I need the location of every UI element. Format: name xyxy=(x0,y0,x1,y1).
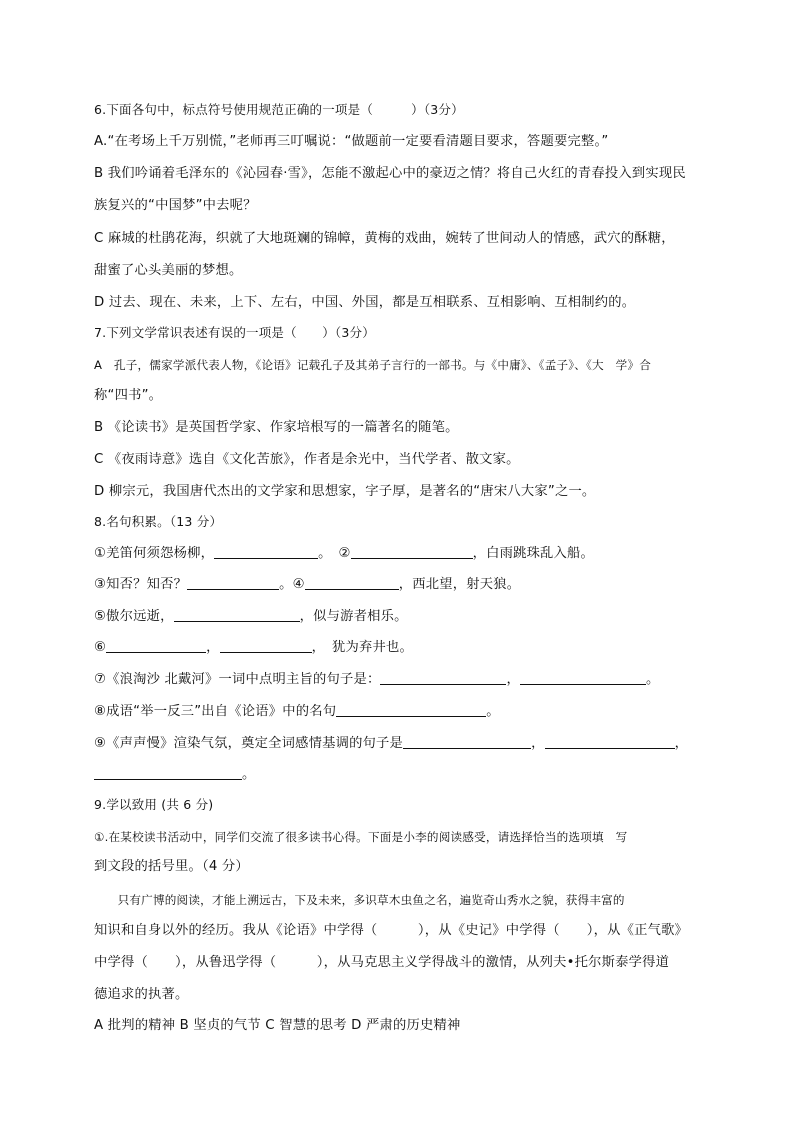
q8-stem: 8.名句积累。（13 分） xyxy=(94,514,223,529)
answer-blank[interactable] xyxy=(520,670,646,685)
answer-blank[interactable] xyxy=(94,765,242,780)
q8-line-1 xyxy=(94,544,594,564)
q6-option-c-line2: 甜蜜了心头美丽的梦想。 xyxy=(94,263,243,278)
q8-line-6-text-a: ⑧成语“举一反三”出自《论语》中的名句 xyxy=(94,704,337,719)
q8-line-7-text-b: ， xyxy=(531,736,545,751)
answer-blank[interactable] xyxy=(403,734,531,749)
q8-line-2 xyxy=(94,575,520,595)
q8-line-4-text-b: ， xyxy=(206,640,220,655)
q7-option-a-line2: 称“四书”。 xyxy=(94,388,163,403)
q8-line-4-text-a: ⑥ xyxy=(94,640,107,655)
answer-blank[interactable] xyxy=(351,544,473,559)
answer-blank[interactable] xyxy=(187,575,279,590)
q7-option-d: D 柳宗元，我国唐代杰出的文学家和思想家，字子厚，是著名的“唐宋八大家”之一。 xyxy=(94,484,596,499)
q8-line-7-text-c: ， xyxy=(674,736,689,751)
answer-blank[interactable] xyxy=(214,544,318,559)
q8-line-6-text-b: 。 xyxy=(486,704,500,719)
q8-line-2-text-b: 。④ xyxy=(279,577,305,592)
q8-line-6 xyxy=(94,702,500,722)
q8-line-5-text-b: ， xyxy=(506,672,520,687)
q9-passage-line1: 只有广博的阅读，才能上溯远古，下及未来，多识草木虫鱼之名，遍览奇山秀水之貌，获得丰富的 xyxy=(94,893,625,907)
q7-stem: 7.下列文学常识表述有误的一项是（ ）（3分） xyxy=(94,325,375,340)
q8-line-7 xyxy=(94,734,688,754)
answer-blank[interactable] xyxy=(545,734,675,749)
q8-line-7-text-a: ⑨《声声慢》渲染气氛，奠定全词感情基调的句子是 xyxy=(94,736,404,751)
q8-line-3-text-a: ⑤傲尔远逝， xyxy=(94,609,174,624)
q9-sub1-line1: ①.在某校读书活动中，同学们交流了很多读书心得。下面是小李的阅读感受，请选择恰当的选项填 写 xyxy=(94,830,628,844)
q9-stem: 9.学以致用 (共 6 分) xyxy=(94,797,214,812)
q8-line-3 xyxy=(94,607,408,627)
q9-passage-line3: 中学得（ ），从鲁迅学得（ ），从马克思主义学得战斗的激情，从列夫•托尔斯泰学得道 xyxy=(94,955,670,970)
q8-line-4-text-c: ， 犹为弃井也。 xyxy=(311,640,413,655)
answer-blank[interactable] xyxy=(336,702,486,717)
q8-line-2-text-a: ③知否？知否？ xyxy=(94,577,188,592)
q9-options: A 批判的精神 B 坚贞的气节 C 智慧的思考 D 严肃的历史精神 xyxy=(94,1018,461,1033)
q8-line-1-text-b: 。 ② xyxy=(318,546,351,561)
answer-blank[interactable] xyxy=(174,607,300,622)
answer-blank[interactable] xyxy=(380,670,506,685)
q6-option-b-line1: B 我们吟诵着毛泽东的《沁园春·雪》，怎能不激起心中的豪迈之情？将自己火红的青春投入到实现民 xyxy=(94,166,686,181)
q7-option-a-line1: A 孔子，儒家学派代表人物，《论语》记载孔子及其弟子言行的一部书。与《中庸》、《孟子》、《大 学》合 xyxy=(94,358,652,372)
q8-line-8 xyxy=(94,765,256,785)
q6-option-a: A.“在考场上千万别慌，”老师再三叮嘱说：“做题前一定要看清题目要求，答题要完整。” xyxy=(94,134,609,149)
q9-passage-line4: 德追求的执著。 xyxy=(94,987,189,1002)
q6-option-b-line2: 族复兴的“中国梦”中去呢？ xyxy=(94,198,257,213)
q6-option-d: D 过去、现在、未来，上下、左右，中国、外国，都是互相联系、互相影响、互相制约的。 xyxy=(94,295,636,310)
q7-option-b: B 《论读书》是英国哲学家、作家培根写的一篇著名的随笔。 xyxy=(94,420,459,435)
q8-line-1-text-c: ，白雨跳珠乱入船。 xyxy=(472,546,595,561)
q8-line-5-text-a: ⑦《浪淘沙 北戴河》一词中点明主旨的句子是： xyxy=(94,672,381,687)
answer-blank[interactable] xyxy=(305,575,399,590)
q9-sub1-line2: 到文段的括号里。（4 分） xyxy=(94,859,249,874)
q7-option-c: C 《夜雨诗意》选自《文化苦旅》，作者是余光中，当代学者、散文家。 xyxy=(94,452,520,467)
answer-blank[interactable] xyxy=(220,638,312,653)
q8-line-5 xyxy=(94,670,659,690)
q8-line-5-text-c: 。 xyxy=(645,672,660,687)
q8-line-8-text: 。 xyxy=(242,767,256,782)
q6-stem: 6.下面各句中，标点符号使用规范正确的一项是（ ）（3分） xyxy=(94,102,464,117)
q8-line-2-text-c: ，西北望，射天狼。 xyxy=(398,577,521,592)
q8-line-1-text-a: ①羌笛何须怨杨柳， xyxy=(94,546,215,561)
answer-blank[interactable] xyxy=(106,638,206,653)
q8-line-3-text-b: ，似与游者相乐。 xyxy=(299,609,408,624)
q8-line-4 xyxy=(94,638,413,658)
q9-passage-line2: 知识和自身以外的经历。我从《论语》中学得（ ），从《史记》中学得（ ），从《正气歌》 xyxy=(94,923,689,938)
q6-option-c-line1: C 麻城的杜鹃花海，织就了大地斑斓的锦幛，黄梅的戏曲，婉转了世间动人的情感，武穴的酥糖， xyxy=(94,231,675,246)
